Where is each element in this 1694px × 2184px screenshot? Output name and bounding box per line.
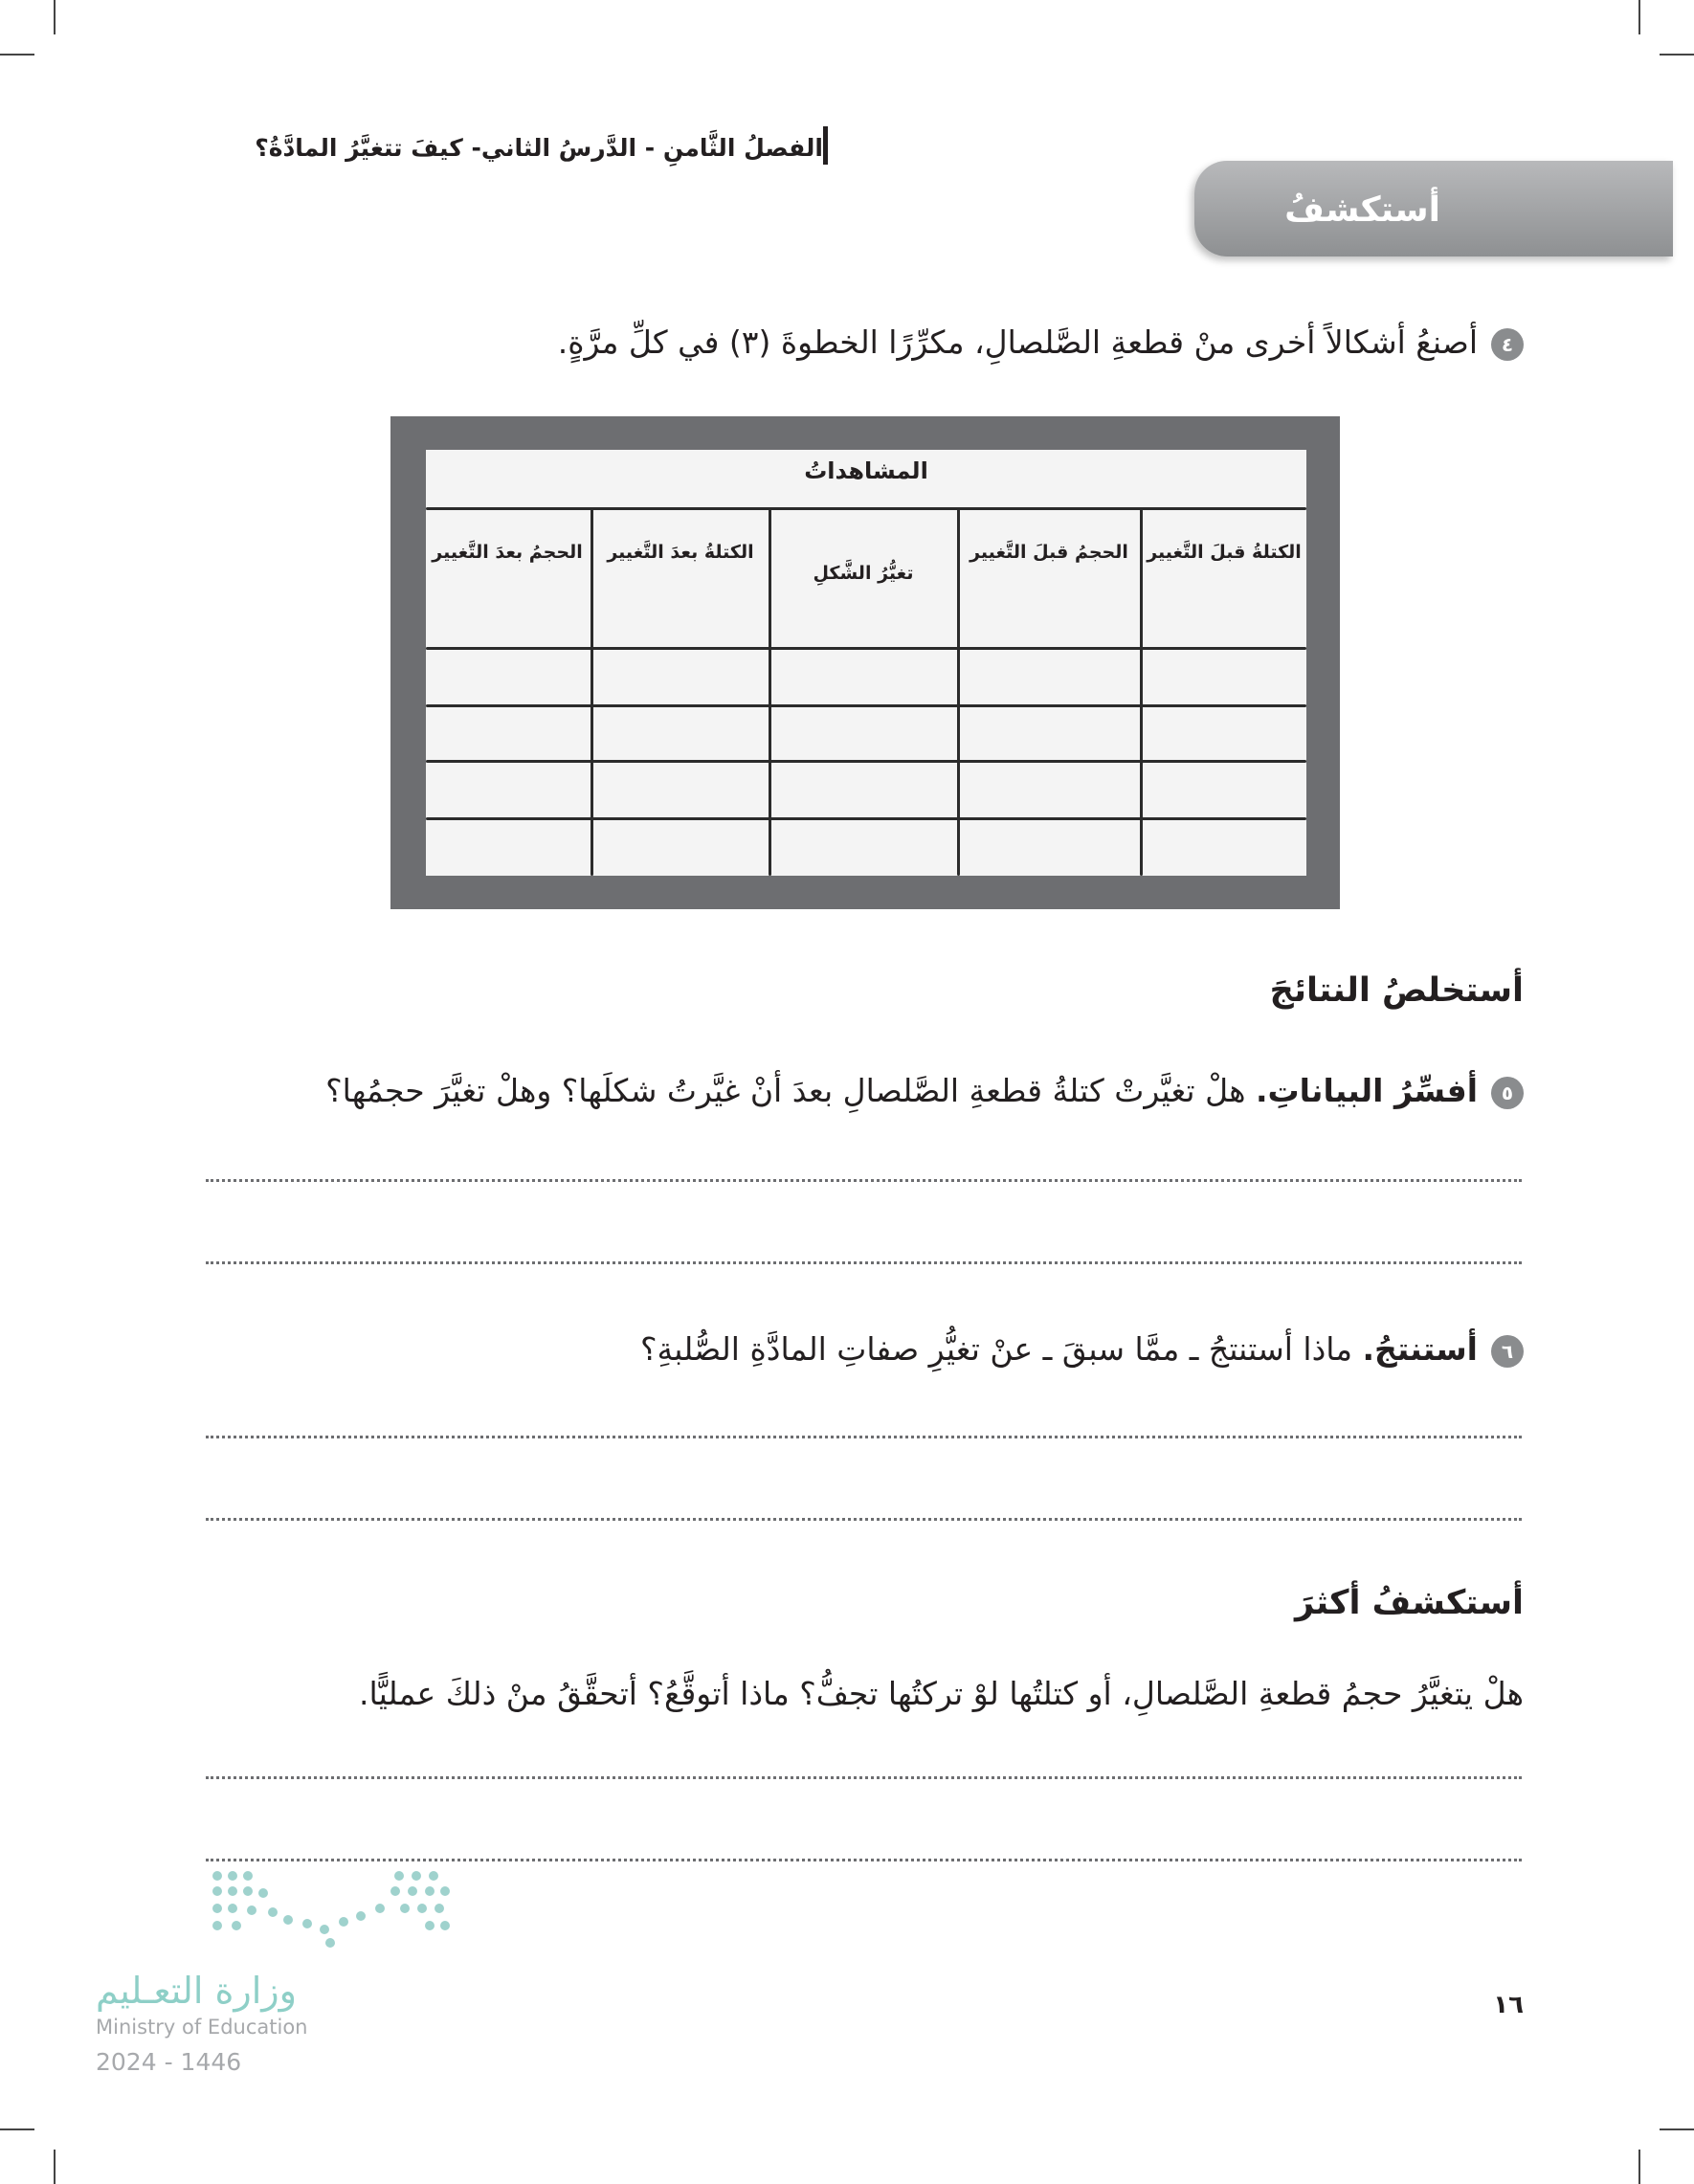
table-title: المشاهداتُ	[804, 457, 928, 484]
crop-mark	[1660, 2128, 1694, 2130]
ministry-logo-icon	[212, 1871, 452, 1948]
answer-line[interactable]	[206, 1261, 1522, 1264]
explore-more-title: أستكشفُ أكثرَ	[1295, 1584, 1524, 1622]
step-4-text: أصنعُ أشكالاً أخرى منْ قطعةِ الصَّلصالِ، مكرِّرًا الخطوةَ (٣) في كلِّ مرَّةٍ.	[557, 323, 1478, 361]
question-6-text: ماذا أستنتجُ ـ ممَّا سبقَ ـ عنْ تغيُّرِ صفاتِ المادَّةِ الصُّلبةِ؟	[640, 1330, 1363, 1368]
step-number-badge: ٦	[1491, 1335, 1524, 1368]
step-4	[191, 314, 1524, 371]
table-row[interactable]	[426, 708, 1306, 758]
column-header: الحجمُ قبلَ التَّغيير	[970, 542, 1128, 563]
question-5-label: أفسِّرُ البياناتِ.	[1255, 1072, 1478, 1109]
question-6-label: أستنتجُ.	[1362, 1330, 1478, 1368]
table-row[interactable]	[426, 651, 1306, 702]
column-header: تغيُّرُ الشَّكلِ	[813, 563, 914, 584]
crop-mark	[54, 2150, 56, 2184]
conclusions-title: أستخلصُ النتائجَ	[1269, 971, 1524, 1010]
crop-mark	[54, 0, 56, 34]
answer-line[interactable]	[206, 1859, 1522, 1861]
crop-mark	[1660, 54, 1694, 56]
answer-line[interactable]	[206, 1436, 1522, 1438]
explore-more-text: هلْ يتغيَّرُ حجمُ قطعةِ الصَّلصالِ، أو كتلتُها لوْ تركتُها تجفُّ؟ ماذا أتوقَّعُ؟ أتحقَّقُ منْ ذلكَ عمليًّا.	[359, 1675, 1524, 1712]
ministry-name-arabic: وزارة التعـليم	[96, 1970, 298, 2012]
column-header: الكتلةُ قبلَ التَّغيير	[1147, 542, 1302, 563]
edition-year: 2024 - 1446	[96, 2048, 242, 2076]
answer-line[interactable]	[206, 1518, 1522, 1521]
page-number: ١٦	[1493, 1991, 1524, 2019]
crop-mark	[0, 54, 34, 56]
column-header: الكتلةُ بعدَ التَّغيير	[607, 542, 754, 563]
crop-mark	[1638, 2150, 1640, 2184]
answer-line[interactable]	[206, 1179, 1522, 1182]
step-number-badge: ٤	[1491, 328, 1524, 361]
crop-mark	[0, 2128, 34, 2130]
table-line	[426, 507, 1306, 510]
step-number-badge: ٥	[1491, 1077, 1524, 1109]
table-line	[426, 704, 1306, 707]
header-divider	[823, 126, 828, 165]
crop-mark	[1638, 0, 1640, 34]
table-row[interactable]	[426, 821, 1306, 874]
table-line	[426, 760, 1306, 763]
question-5-text: هلْ تغيَّرتْ كتلةُ قطعةِ الصَّلصالِ بعدَ أنْ غيَّرتُ شكلَها؟ وهلْ تغيَّرَ حجمُها؟	[325, 1072, 1256, 1109]
table-line	[426, 817, 1306, 820]
ministry-name-english: Ministry of Education	[96, 2016, 308, 2039]
breadcrumb: الفصلُ الثَّامنِ - الدَّرسُ الثاني- كيفَ تتغيَّرُ المادَّةُ؟	[255, 134, 823, 162]
question-6	[191, 1321, 1524, 1378]
answer-line[interactable]	[206, 1776, 1522, 1779]
table-row[interactable]	[426, 764, 1306, 815]
observations-table	[426, 450, 1306, 876]
column-header: الحجمُ بعدَ التَّغيير	[432, 542, 583, 563]
question-5	[191, 1062, 1524, 1120]
table-line	[426, 647, 1306, 650]
section-tab-label: أستكشفُ	[1284, 190, 1440, 230]
